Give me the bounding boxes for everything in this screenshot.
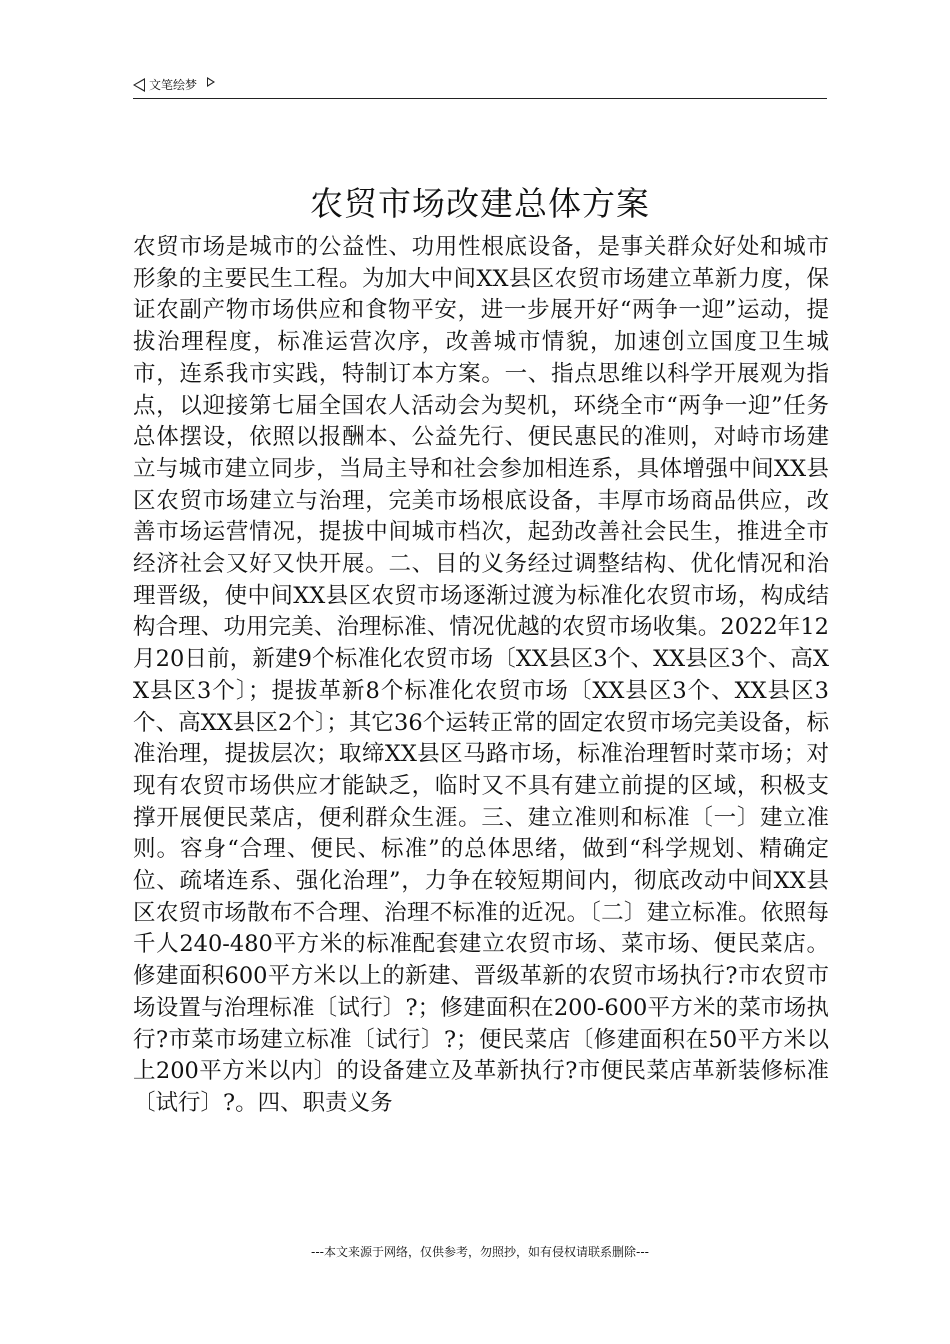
document-title: 农贸市场改建总体方案 bbox=[310, 184, 650, 223]
footer-disclaimer: ---本文来源于网络，仅供参考，勿照抄，如有侵权请联系删除--- bbox=[311, 1245, 649, 1259]
document-body: 农贸市场是城市的公益性、功用性根底设备，是事关群众好处和城市形象的主要民生工程。为加大中间XX县区农贸市场建立革新力度，保证农副产物市场供应和食物平安，进一步展开好“两争一迎”运动，提拔治理程度，标准运营次序，改善城市情貌，加速创立国度卫生城市，连系我市实践，特制订本方案。一、指点思维以科学开展观为指点，以迎接第七届全国农人活动会为契机，环绕全市“两争一迎”任务总体摆设，依照以报酬本、公益先行、便民惠民的准则，对峙市场建立与城市建立同步，当局主导和社会参加相连系，具体增强中间XX县区农贸市场建立与治理，完美市场根底设备，丰厚市场商品供应，改善市场运营情况，提拔中间城市档次，起劲改善社会民生，推进全市经济社会又好又快开展。二、目的义务经过调整结构、优化情况和治理晋级，使中间XX县区农贸市场逐渐过渡为标准化农贸市场，构成结构合理、功用完美、治理标准、情况优越的农贸市场收集。2022年12月20日前，新建9个标准化农贸市场〔XX县区3个、XX县区3个、高XX县区3个〕；提拔革新8个标准化农贸市场〔XX县区3个、XX县区3个、高XX县区2个〕；其它36个运转正常的固定农贸市场完美设备，标准治理，提拔层次；取缔XX县区马路市场，标准治理暂时菜市场；对现有农贸市场供应才能缺乏，临时又不具有建立前提的区域，积极支撑开展便民菜店，便利群众生涯。三、建立准则和标准〔一〕建立准则。容身“合理、便民、标准”的总体思绪，做到“科学规划、精确定位、疏堵连系、强化治理”，力争在较短期间内，彻底改动中间XX县区农贸市场散布不合理、治理不标准的近况。〔二〕建立标准。依照每千人240-480平方米的标准配套建立农贸市场、菜市场、便民菜店。修建面积600平方米以上的新建、晋级革新的农贸市场执行?市农贸市场设置与治理标准〔试行〕?；修建面积在200-600平方米的菜市场执行?市菜市场建立标准〔试行〕?；便民菜店〔修建面积在50平方米以上200平方米以内〕的设备建立及革新执行?市便民菜店革新装修标准〔试行〕?。四、职责义务 bbox=[133, 234, 829, 1116]
triangle-right-icon bbox=[207, 77, 215, 87]
header-brand: 文笔绘梦 bbox=[149, 78, 198, 92]
header-divider bbox=[133, 98, 827, 99]
triangle-left-icon bbox=[133, 78, 145, 92]
page-header bbox=[133, 74, 827, 96]
